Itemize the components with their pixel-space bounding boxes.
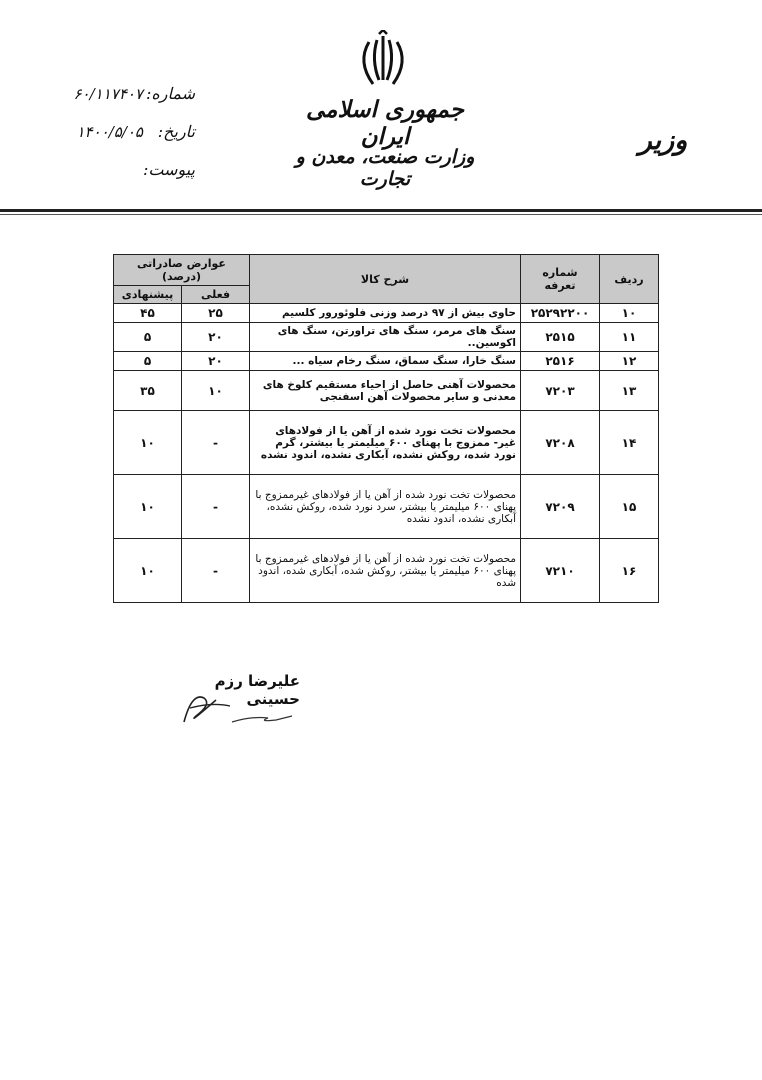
signatory-name: علیرضا رزم حسینی <box>214 672 300 708</box>
cell-proposed: ۵ <box>114 323 182 352</box>
government-title: جمهوری اسلامی ایران <box>306 96 464 150</box>
header-export-duties: عوارض صادراتی (درصد) <box>114 255 250 286</box>
cell-tariff-code: ۷۲۰۸ <box>521 411 600 475</box>
cell-current: ۱۰ <box>182 371 250 411</box>
cell-current: - <box>182 475 250 539</box>
cell-description: حاوی بیش از ۹۷ درصد وزنی فلوئورور کلسیم <box>250 304 521 323</box>
cell-description: سنگ های مرمر، سنگ های تراورتن، سنگ های اکوسین.. <box>250 323 521 352</box>
iran-emblem-icon <box>355 30 411 92</box>
minister-title: وزیر <box>638 125 688 156</box>
letter-attachment-label: پیوست: <box>142 160 195 179</box>
cell-row-number: ۱۴ <box>600 411 659 475</box>
cell-tariff-code: ۲۵۱۶ <box>521 352 600 371</box>
letter-date-row <box>30 122 195 160</box>
table-row <box>114 352 659 371</box>
cell-current: - <box>182 539 250 603</box>
cell-tariff-code: ۷۲۰۹ <box>521 475 600 539</box>
cell-current: ۲۰ <box>182 352 250 371</box>
table-row <box>114 475 659 539</box>
letter-number-row <box>30 84 195 122</box>
table-row <box>114 371 659 411</box>
table-header-row <box>114 255 659 286</box>
table-row <box>114 411 659 475</box>
cell-description: سنگ خارا، سنگ سماق، سنگ رخام سیاه ... <box>250 352 521 371</box>
cell-description: محصولات تخت نورد شده از آهن یا از فولادهای غیرممزوج با پهنای ۶۰۰ میلیمتر یا بیشتر، سرد نورد شده، روکش نشده، آبکاری نشده، اندود نشده <box>250 475 521 539</box>
cell-description: محصولات آهنی حاصل از احیاء مستقیم کلوخ های معدنی و سایر محصولات آهن اسفنجی <box>250 371 521 411</box>
letter-number-value: ۶۰/۱۱۷۴۰۷ <box>73 85 143 103</box>
header-description: شرح کالا <box>250 255 521 304</box>
cell-row-number: ۱۵ <box>600 475 659 539</box>
cell-proposed: ۳۵ <box>114 371 182 411</box>
handwritten-signature-icon <box>172 682 302 730</box>
cell-tariff-code: ۷۲۱۰ <box>521 539 600 603</box>
cell-row-number: ۱۲ <box>600 352 659 371</box>
letter-date-label: تاریخ: <box>157 122 195 141</box>
cell-proposed: ۱۰ <box>114 411 182 475</box>
cell-proposed: ۴۵ <box>114 304 182 323</box>
cell-tariff-code: ۲۵۲۹۲۲۰۰ <box>521 304 600 323</box>
cell-description: محصولات تخت نورد شده از آهن یا از فولادهای غیرممزوج با پهنای ۶۰۰ میلیمتر یا بیشتر، روکش شده، آبکاری شده، اندود شده <box>250 539 521 603</box>
header-proposed: پیشنهادی <box>114 286 182 304</box>
cell-tariff-code: ۲۵۱۵ <box>521 323 600 352</box>
letter-metadata <box>30 84 195 198</box>
letter-number-label: شماره: <box>145 84 195 103</box>
cell-current: - <box>182 411 250 475</box>
header-tariff-code: شماره تعرفه <box>521 255 600 304</box>
cell-proposed: ۱۰ <box>114 539 182 603</box>
cell-row-number: ۱۳ <box>600 371 659 411</box>
letter-attachment-row <box>30 160 195 198</box>
header-divider-thin <box>0 214 762 215</box>
cell-proposed: ۱۰ <box>114 475 182 539</box>
letter-date-value: ۱۴۰۰/۵/۰۵ <box>76 123 143 141</box>
cell-row-number: ۱۶ <box>600 539 659 603</box>
header-divider <box>0 209 762 212</box>
cell-row-number: ۱۱ <box>600 323 659 352</box>
header-row-number: ردیف <box>600 255 659 304</box>
cell-current: ۲۵ <box>182 304 250 323</box>
table-row <box>114 304 659 323</box>
cell-tariff-code: ۷۲۰۳ <box>521 371 600 411</box>
ministry-title: وزارت صنعت، معدن و تجارت <box>295 146 475 190</box>
table-row <box>114 323 659 352</box>
cell-row-number: ۱۰ <box>600 304 659 323</box>
cell-current: ۲۰ <box>182 323 250 352</box>
cell-description: محصولات تخت نورد شده از آهن یا از فولادهای غیر- ممزوج با پهنای ۶۰۰ میلیمتر یا بیشتر، گرم نورد شده، روکش نشده، آبکاری نشده، اندود نشده <box>250 411 521 475</box>
tariff-table <box>113 254 659 603</box>
header-current: فعلی <box>182 286 250 304</box>
table-row <box>114 539 659 603</box>
cell-proposed: ۵ <box>114 352 182 371</box>
